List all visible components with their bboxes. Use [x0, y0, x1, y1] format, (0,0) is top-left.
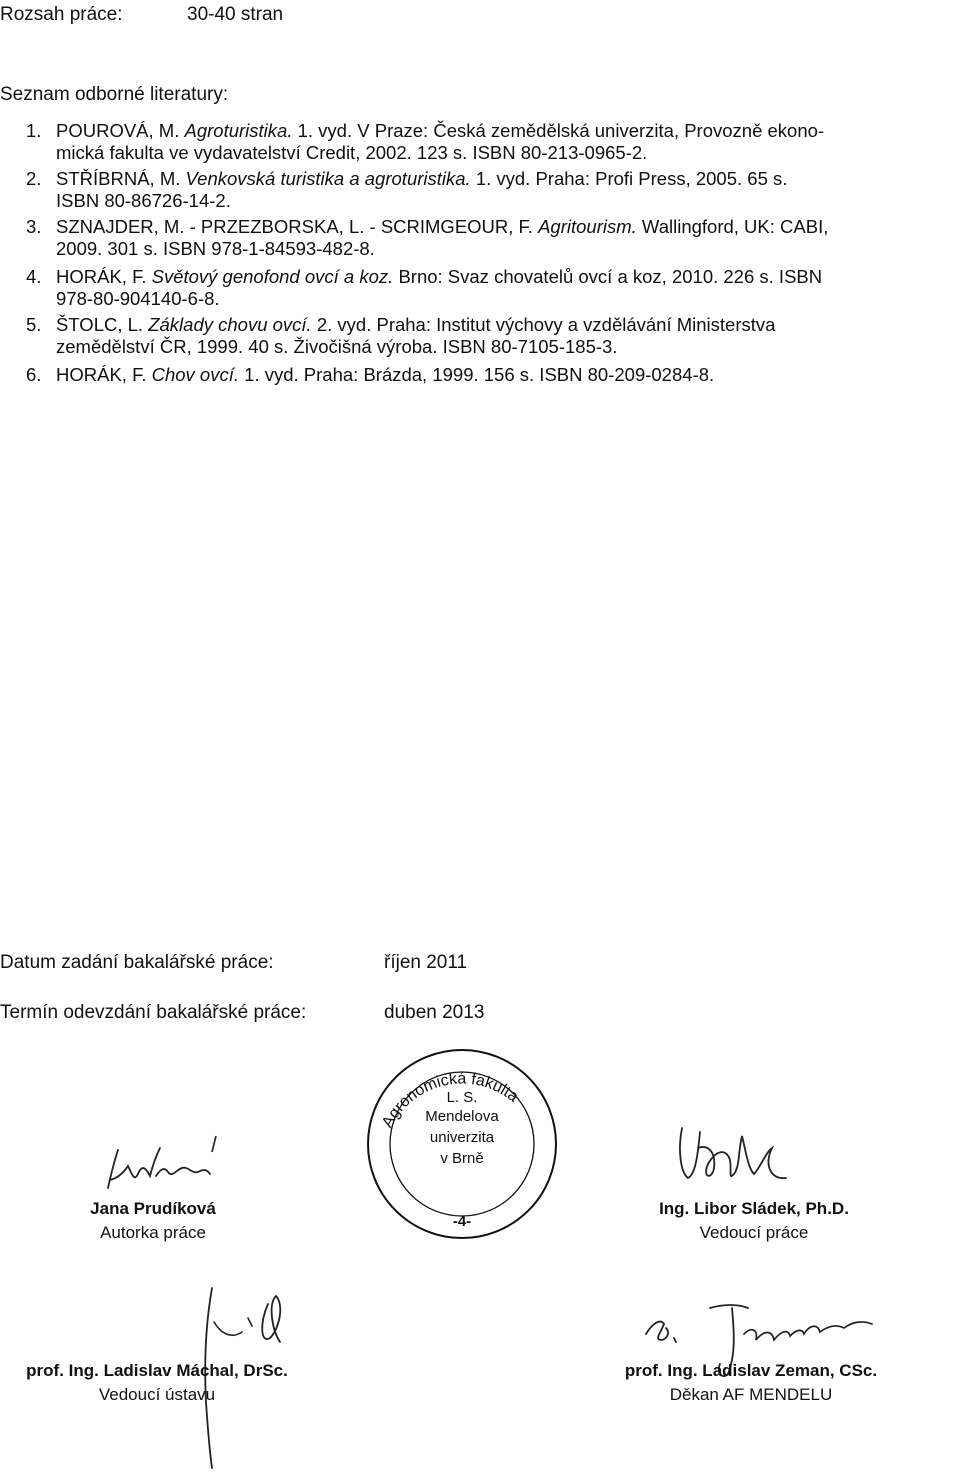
dean-role: Děkan AF MENDELU	[669, 1385, 833, 1404]
author-signature	[98, 1130, 238, 1200]
reference-title: Agritourism.	[538, 216, 637, 237]
institute-head-name: prof. Ing. Ladislav Máchal, DrSc.	[26, 1361, 288, 1380]
supervisor-role: Vedoucí práce	[699, 1223, 809, 1242]
dean-name: prof. Ing. Ladislav Zeman, CSc.	[624, 1361, 878, 1380]
reference-item-6	[26, 364, 936, 386]
reference-author: SZNAJDER, M. - PRZEZBORSKA, L. - SCRIMGEOUR, F.	[56, 216, 533, 237]
university-stamp	[362, 1026, 562, 1256]
author-signature-block	[58, 1199, 248, 1243]
deadline-date-value: duben 2013	[384, 1002, 485, 1023]
reference-number: 5.	[26, 314, 42, 335]
reference-continuation: 978-80-904140-6-8.	[56, 288, 220, 309]
supervisor-signature	[668, 1108, 798, 1192]
author-role: Autorka práce	[100, 1223, 206, 1242]
reference-author: HORÁK, F.	[56, 364, 147, 385]
reference-details: Brno: Svaz chovatelů ovcí a koz, 2010. 226 s. ISBN	[398, 266, 823, 287]
reference-title: Venkovská turistika a agroturistika.	[185, 168, 471, 189]
reference-author: ŠTOLC, L.	[56, 314, 144, 335]
stamp-number: -4-	[452, 1213, 472, 1230]
reference-details: 1. vyd. Praha: Profi Press, 2005. 65 s.	[475, 168, 788, 189]
stamp-ring-text: Agronomická fakulta	[379, 1070, 522, 1131]
stamp-line-2: univerzita	[429, 1129, 495, 1146]
reference-details: Wallingford, UK: CABI,	[641, 216, 829, 237]
reference-number: 1.	[26, 120, 42, 141]
reference-title: Základy chovu ovcí.	[148, 314, 312, 335]
assigned-date-label: Datum zadání bakalářské práce:	[0, 952, 274, 973]
institute-head-signature-block	[0, 1361, 314, 1405]
supervisor-signature-block	[612, 1199, 896, 1243]
reference-author: HORÁK, F.	[56, 266, 147, 287]
reference-title: Chov ovcí.	[151, 364, 240, 385]
reference-continuation: ISBN 80-86726-14-2.	[56, 190, 231, 211]
reference-item-2	[26, 168, 936, 212]
reference-title: Agroturistika.	[184, 120, 293, 141]
reference-author: STŘÍBRNÁ, M.	[56, 168, 181, 189]
assigned-date-value: říjen 2011	[384, 952, 468, 973]
reference-number: 6.	[26, 364, 42, 385]
reference-number: 3.	[26, 216, 42, 237]
deadline-date-label: Termín odevzdání bakalářské práce:	[0, 1002, 307, 1023]
reference-item-5	[26, 314, 936, 358]
reference-continuation: mická fakulta ve vydavatelství Credit, 2002. 123 s. ISBN 80-213-0965-2.	[56, 142, 648, 163]
reference-continuation: zemědělství ČR, 1999. 40 s. Živočišná výroba. ISBN 80-7105-185-3.	[56, 336, 618, 357]
stamp-ls: L. S.	[446, 1089, 478, 1106]
reference-item-1	[26, 120, 936, 164]
reference-number: 4.	[26, 266, 42, 287]
reference-continuation: 2009. 301 s. ISBN 978-1-84593-482-8.	[56, 238, 375, 259]
reference-author: POUROVÁ, M.	[56, 120, 180, 141]
scope-value: 30-40 stran	[187, 4, 284, 25]
scope-label: Rozsah práce:	[0, 4, 123, 25]
reference-item-4	[26, 266, 936, 310]
reference-number: 2.	[26, 168, 42, 189]
reference-details: 1. vyd. Praha: Brázda, 1999. 156 s. ISBN 80-209-0284-8.	[244, 364, 715, 385]
stamp-line-1: Mendelova	[425, 1108, 499, 1125]
stamp-line-3: v Brně	[440, 1150, 484, 1167]
literature-heading: Seznam odborné literatury:	[0, 84, 229, 105]
reference-details: 1. vyd. V Praze: Česká zemědělská univerzita, Provozně ekono-	[297, 120, 825, 141]
supervisor-name: Ing. Libor Sládek, Ph.D.	[659, 1199, 849, 1218]
dean-signature-block	[596, 1361, 906, 1405]
reference-item-3	[26, 216, 936, 260]
institute-head-role: Vedoucí ústavu	[98, 1385, 216, 1404]
author-name: Jana Prudíková	[90, 1199, 216, 1218]
reference-title: Světový genofond ovcí a koz.	[151, 266, 394, 287]
reference-details: 2. vyd. Praha: Institut výchovy a vzdělávání Ministerstva	[316, 314, 776, 335]
